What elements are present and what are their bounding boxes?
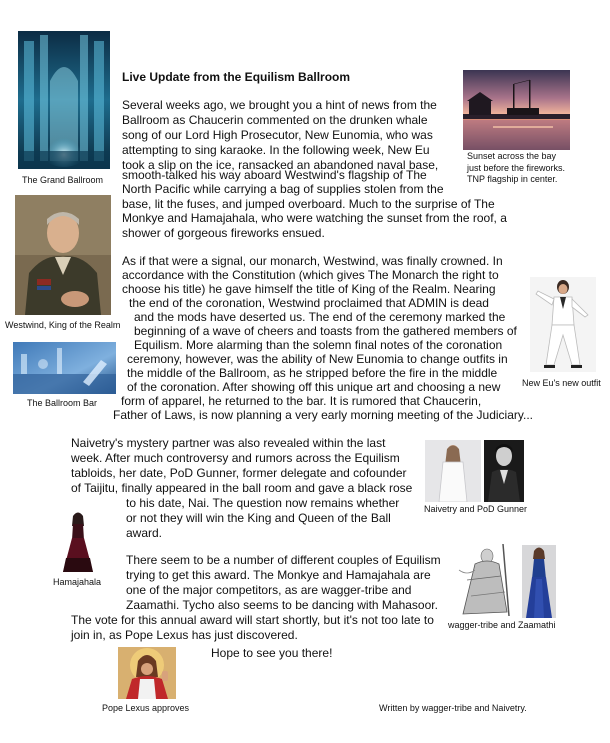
sunset-bay-image (463, 70, 570, 150)
hamajahala-image (62, 510, 94, 572)
para2-line: form of apparel, he returned to the bar. It is rumored that Chaucerin, (121, 394, 482, 408)
westwind-portrait-image (15, 195, 111, 315)
new-eu-outfit-image (530, 277, 596, 372)
para1-line: base, lit the fuses, and jumped overboard. Much to the surprise of The (122, 197, 495, 211)
caption-westwind: Westwind, King of the Realm (5, 320, 121, 330)
caption-wagger-tribe: wagger-tribe and Zaamathi (448, 620, 556, 630)
para2-line: Equilism. More alarming than the solemn final notes of the coronation (134, 338, 503, 352)
para3-line: of Taijitu, finally appeared in the ball room and gave a black rose (71, 481, 413, 495)
caption-sunset-line: Sunset across the bay (467, 151, 557, 161)
para1-line: smooth-talked his way aboard Westwind's flagship of The (122, 168, 427, 182)
caption-naivetry: Naivetry and PoD Gunner (424, 504, 528, 514)
para3-line: or not they will win the King and Queen of the Ball (126, 511, 391, 525)
para3-line: week. After much controversy and rumors across the Equilism (71, 451, 400, 465)
caption-ballroom-bar: The Ballroom Bar (27, 398, 98, 408)
closing-line: Hope to see you there! (211, 646, 333, 660)
para1-line: attempting to sing karaoke. In the following week, New Eu (122, 143, 430, 157)
zaamathi-image (522, 545, 556, 618)
para3-line: tabloids, her date, PoD Gunner, former delegate and cofounder (71, 466, 407, 480)
naivetry-photo-image (425, 440, 481, 502)
para1-line: Several weeks ago, we brought you a hint of news from the (122, 98, 437, 112)
para2-line: the end of the coronation, Westwind proclaimed that ADMIN is dead (129, 296, 489, 310)
para3-line: Naivetry's mystery partner was also revealed within the last (71, 436, 386, 450)
caption-pope-lexus: Pope Lexus approves (102, 703, 190, 713)
byline: Written by wagger-tribe and Naivetry. (379, 703, 527, 713)
caption-grand-ballroom: The Grand Ballroom (22, 175, 104, 185)
para4-line: trying to get this award. The Monkye and Hamajahala are (126, 568, 431, 582)
article-title: Live Update from the Equilism Ballroom (122, 70, 351, 84)
wagger-tribe-image (457, 540, 521, 618)
caption-sunset-line: TNP flagship in center. (467, 174, 558, 184)
para2-line: the middle of the Ballroom, as he stripped before the fire in the middle (127, 366, 498, 380)
para1-line: shower of gorgeous fireworks ensued. (122, 226, 325, 240)
para1-line: Monkye and Hamajahala, who were watching the sunset from the roof, a (122, 211, 507, 225)
para2-line: choose his title) he gave himself the title of King of the Realm. Nearing (122, 282, 496, 296)
para2-line: beginning of a wave of cheers and toasts from the gathered members of (134, 324, 517, 338)
para2-line: accordance with the Constitution (which gives The Monarch the right to (122, 268, 499, 282)
para1-line: took a slip on the ice, ransacked an abandoned naval base, (122, 158, 439, 172)
para3-line: award. (126, 526, 163, 540)
para1-line: North Pacific while carrying a bag of supplies stolen from the (122, 182, 444, 196)
para2-line: ceremony, however, was the ability of New Eunomia to change outfits in (127, 352, 508, 366)
para4-line: There seem to be a number of different couples of Equilism (126, 553, 441, 567)
caption-new-eu: New Eu's new outfit (522, 378, 601, 388)
caption-hamajahala: Hamajahala (53, 577, 102, 587)
para2-line: and the mods have deserted us. The end of the ceremony marked the (134, 310, 506, 324)
para1-line: Ballroom as Chaucerin commented on the drunken whale (122, 113, 428, 127)
para2-line: of the coronation. After showing off this unique art and choosing a new (127, 380, 501, 394)
grand-ballroom-image (18, 31, 110, 169)
caption-sunset-line: just before the fireworks. (467, 162, 566, 173)
pope-lexus-image (118, 647, 176, 699)
para4-line: The vote for this annual award will start shortly, but it's not too late to (71, 613, 434, 627)
para4-line: one of the major competitors, as are wagger-tribe and (126, 583, 412, 597)
pod-gunner-photo-image (484, 440, 524, 502)
para2-line: Father of Laws, is now planning a very early morning meeting of the Judiciary... (113, 408, 533, 422)
para3-line: to his date, Nai. The question now remains whether (126, 496, 400, 510)
ballroom-bar-image (13, 342, 116, 394)
para4-line: join in, as Pope Lexus has just discovered. (71, 628, 298, 642)
para4-line: Zaamathi. Tycho also seems to be dancing with Mahasoor. (126, 598, 438, 612)
para2-line: As if that were a signal, our monarch, Westwind, was finally crowned. In (122, 254, 503, 268)
para1-line: song of our Lord High Prosecutor, New Eunomia, who was (122, 128, 433, 142)
caption-sunset (467, 151, 565, 186)
